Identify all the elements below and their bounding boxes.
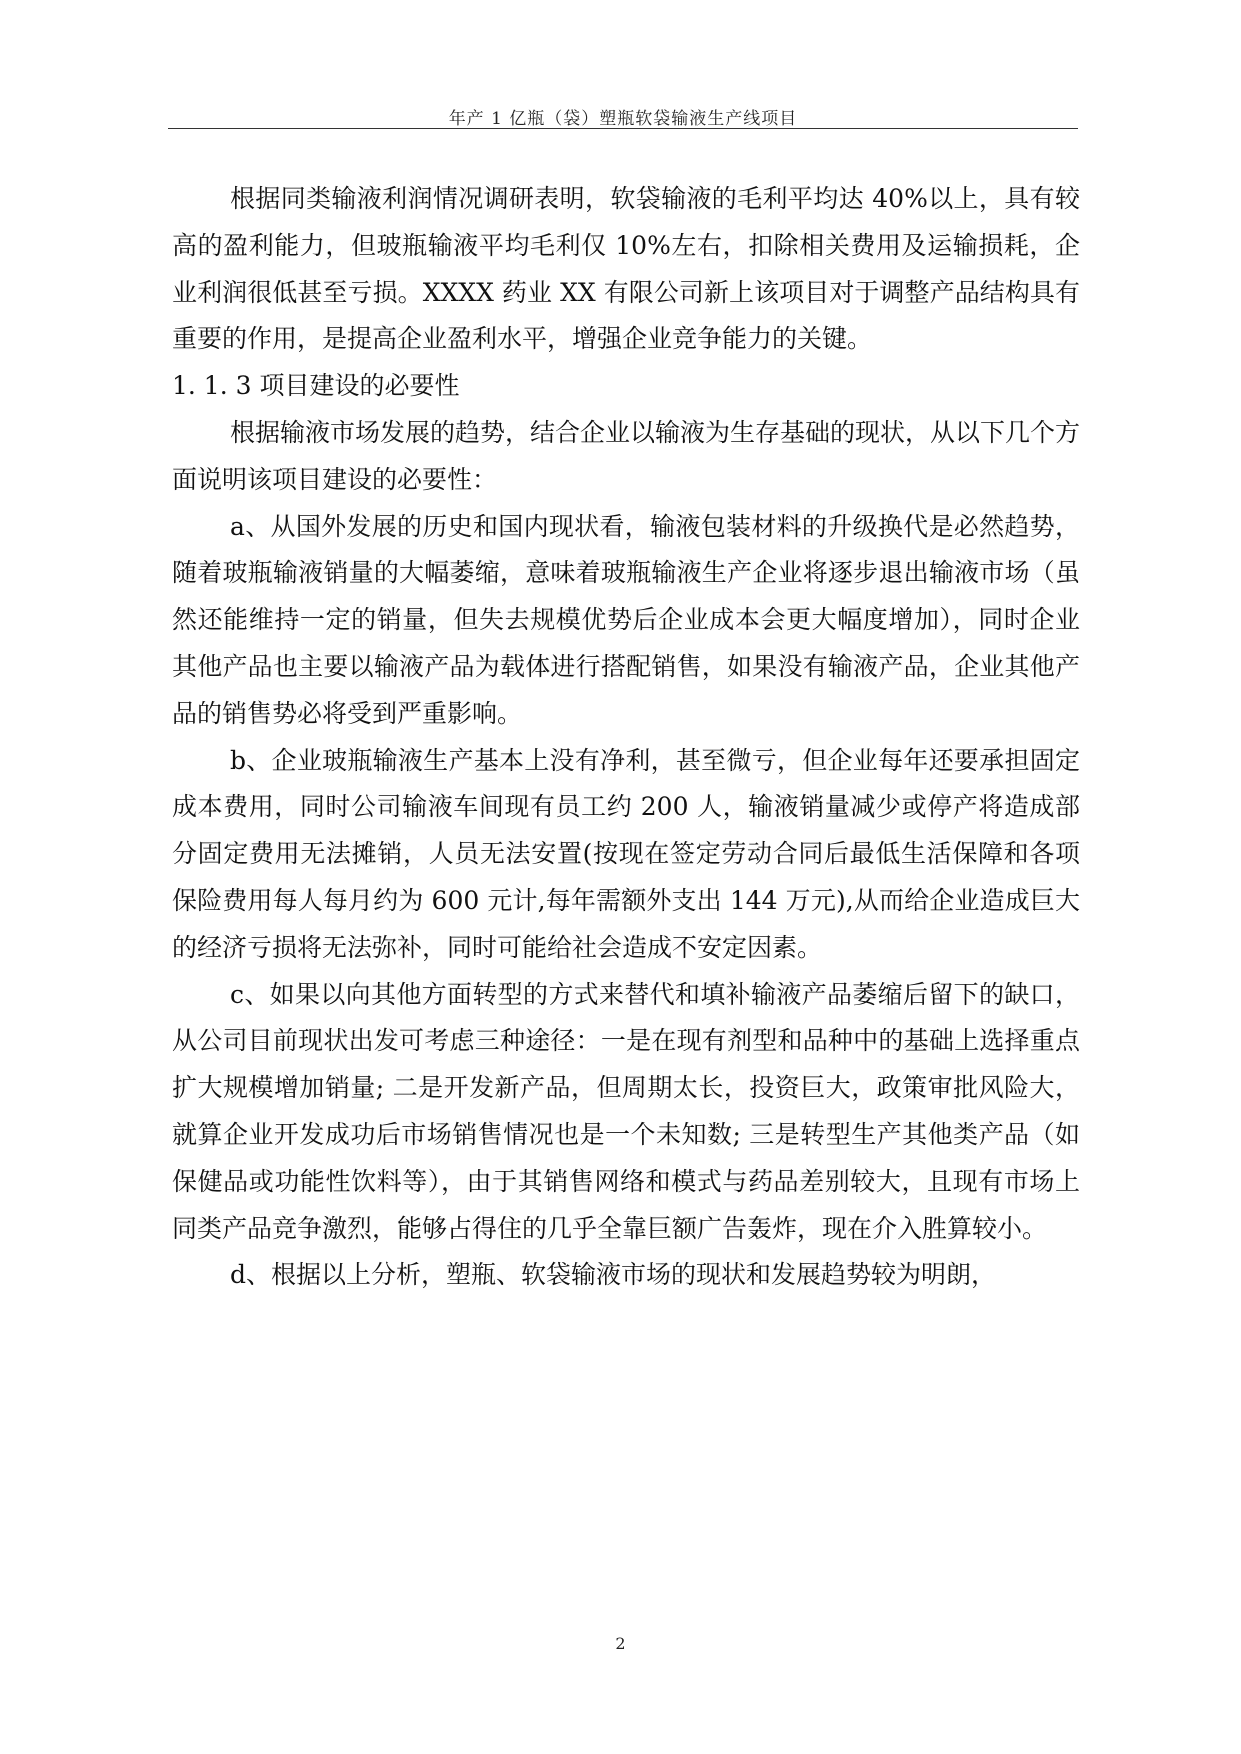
paragraph-necessity-intro: 根据输液市场发展的趋势，结合企业以输液为生存基础的现状，从以下几个方面说明该项目建设的必要性：	[172, 417, 1081, 494]
paragraph-point-b: b、企业玻瓶输液生产基本上没有净利，甚至微亏，但企业每年还要承担固定成本费用，同时公司输液车间现有员工约 200 人，输液销量减少或停产将造成部分固定费用无法摊销，人员无法安置(按现在签定劳动合同后最低生活保障和各项保险费用每人每月约为 600 元计,每年需额外支出 144 万元),从而给企业造成巨大的经济亏损将无法弥补，同时可能给社会造成不安定因素。	[172, 745, 1080, 962]
paragraph-profit-analysis: 根据同类输液利润情况调研表明，软袋输液的毛利平均达 40%以上，具有较高的盈利能力，但玻瓶输液平均毛利仅 10%左右，扣除相关费用及运输损耗，企业利润很低甚至亏损。XXXX 药业 XX 有限公司新上该项目对于调整产品结构具有重要的作用，是提高企业盈利水平，增强企业竞争能力的关键。	[172, 184, 1080, 354]
running-header: 年产 1 亿瓶（袋）塑瓶软袋输液生产线项目	[448, 109, 798, 129]
paragraph-point-c: c、如果以向其他方面转型的方式来替代和填补输液产品萎缩后留下的缺口，从公司目前现状出发可考虑三种途径：一是在现有剂型和品种中的基础上选择重点扩大规模增加销量; 二是开发新产品，但周期太长，投资巨大，政策审批风险大，就算企业开发成功后市场销售情况也是一个未知数; 三是转型生产其他类产品（如保健品或功能性饮料等），由于其销售网络和模式与药品差别较大，且现有市场上同类产品竞争激烈，能够占得住的几乎全靠巨额广告轰炸，现在介入胜算较小。	[172, 979, 1080, 1243]
header-divider	[168, 128, 1078, 129]
document-body	[172, 176, 1080, 1299]
page-number: 2	[615, 1634, 626, 1653]
paragraph-point-a: a、从国外发展的历史和国内现状看，输液包装材料的升级换代是必然趋势，随着玻瓶输液销量的大幅萎缩，意味着玻瓶输液生产企业将逐步退出输液市场（虽然还能维持一定的销量，但失去规模优势后企业成本会更大幅度增加），同时企业其他产品也主要以输液产品为载体进行搭配销售，如果没有输液产品，企业其他产品的销售势必将受到严重影响。	[172, 511, 1080, 728]
paragraph-point-d: d、根据以上分析，塑瓶、软袋输液市场的现状和发展趋势较为明朗，	[230, 1260, 997, 1290]
section-heading-necessity: 1. 1. 3 项目建设的必要性	[172, 371, 460, 401]
